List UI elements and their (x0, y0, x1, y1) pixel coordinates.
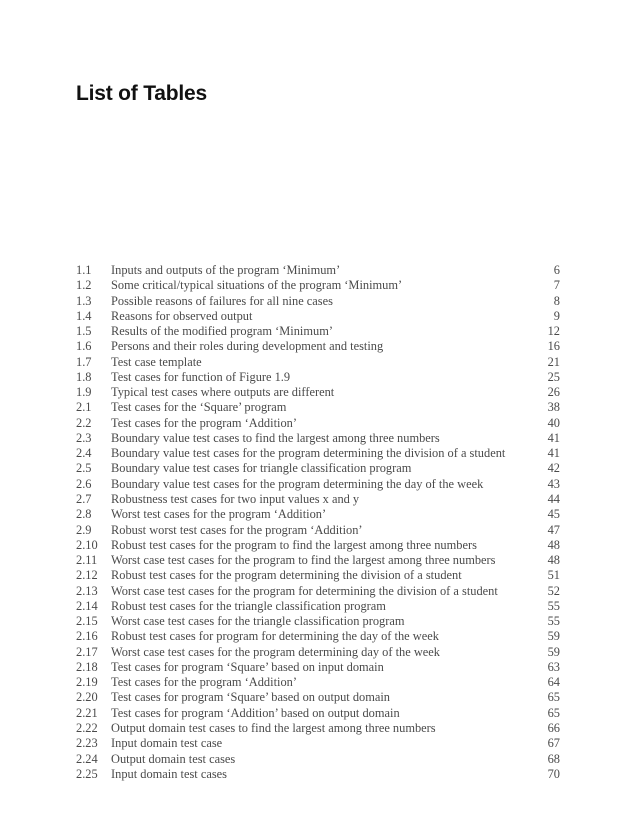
page-number: 70 (547, 766, 560, 781)
table-title: Input domain test case (111, 736, 223, 751)
page-title: List of Tables (76, 82, 207, 105)
table-number: 2.22 (76, 720, 98, 735)
table-number: 2.25 (76, 766, 98, 781)
table-number: 2.20 (76, 690, 98, 705)
page-number: 55 (547, 614, 560, 629)
table-title: Test cases for the ‘Square’ program (111, 400, 287, 415)
table-number: 2.6 (76, 476, 92, 491)
table-title: Possible reasons of failures for all nine cases (111, 293, 333, 308)
table-title: Worst case test cases for the program to find the largest among three numbers (111, 553, 496, 568)
list-item[interactable] (76, 645, 560, 660)
table-title: Typical test cases where outputs are different (111, 385, 335, 400)
table-title: Boundary value test cases for the program determining the day of the week (111, 476, 484, 491)
table-title: Test case template (111, 354, 202, 369)
page-number: 40 (547, 415, 560, 430)
table-number: 1.9 (76, 385, 92, 400)
list-item[interactable] (76, 477, 560, 492)
page-number: 6 (553, 263, 560, 277)
list-item[interactable] (76, 629, 560, 644)
table-title: Worst case test cases for the triangle classification program (111, 614, 405, 629)
page-number: 59 (547, 629, 560, 644)
list-item[interactable] (76, 400, 560, 415)
table-number: 2.17 (76, 644, 98, 659)
list-item[interactable] (76, 752, 560, 767)
list-item[interactable] (76, 492, 560, 507)
table-number: 1.6 (76, 339, 92, 354)
page-number: 48 (547, 537, 560, 552)
table-number: 2.15 (76, 614, 98, 629)
table-number: 1.3 (76, 293, 92, 308)
table-title: Test cases for program ‘Square’ based on output domain (111, 690, 390, 705)
list-item[interactable] (76, 675, 560, 690)
table-title: Test cases for program ‘Square’ based on input domain (111, 659, 384, 674)
list-item[interactable] (76, 278, 560, 293)
table-title: Worst case test cases for the program determining day of the week (111, 644, 440, 659)
table-title: Input domain test cases (111, 766, 227, 781)
list-item[interactable] (76, 553, 560, 568)
page-number: 66 (547, 720, 560, 735)
table-number: 2.7 (76, 491, 92, 506)
table-title: Robust test cases for the program to find the largest among three numbers (111, 537, 477, 552)
table-number: 2.5 (76, 461, 92, 476)
table-number: 1.8 (76, 369, 92, 384)
page-number: 52 (547, 583, 560, 598)
list-item[interactable] (76, 584, 560, 599)
table-number: 2.13 (76, 583, 98, 598)
list-item[interactable] (76, 736, 560, 751)
table-number: 2.2 (76, 415, 92, 430)
page-number: 65 (547, 690, 560, 705)
page-number: 55 (547, 598, 560, 613)
table-number: 1.2 (76, 278, 92, 293)
table-title: Robust test cases for the triangle classification program (111, 598, 386, 613)
table-number: 2.4 (76, 446, 92, 461)
table-title: Worst case test cases for the program for determining the division of a student (111, 583, 498, 598)
list-item[interactable] (76, 599, 560, 614)
page-number: 25 (547, 369, 560, 384)
page-number: 7 (553, 278, 560, 293)
table-title: Robust worst test cases for the program ‘Addition’ (111, 522, 363, 537)
page-number: 65 (547, 705, 560, 720)
list-item[interactable] (76, 416, 560, 431)
page-number: 21 (547, 354, 560, 369)
page-number: 47 (547, 522, 560, 537)
page-number: 42 (547, 461, 560, 476)
table-title: Output domain test cases (111, 751, 236, 766)
page-number: 67 (547, 736, 560, 751)
list-item[interactable] (76, 767, 560, 782)
page-number: 43 (547, 476, 560, 491)
table-number: 2.18 (76, 659, 98, 674)
table-title: Test cases for the program ‘Addition’ (111, 675, 297, 690)
table-title: Inputs and outputs of the program ‘Minimum’ (111, 263, 341, 277)
table-number: 2.23 (76, 736, 98, 751)
table-number: 1.7 (76, 354, 92, 369)
table-number: 2.12 (76, 568, 98, 583)
table-number: 2.16 (76, 629, 98, 644)
page-number: 12 (547, 324, 560, 339)
table-number: 1.5 (76, 324, 92, 339)
list-item[interactable] (76, 660, 560, 675)
table-number: 2.21 (76, 705, 98, 720)
list-item[interactable] (76, 446, 560, 461)
page-number: 51 (547, 568, 560, 583)
table-title: Test cases for the program ‘Addition’ (111, 415, 297, 430)
table-number: 2.19 (76, 675, 98, 690)
list-item[interactable] (76, 339, 560, 354)
list-item[interactable] (76, 385, 560, 400)
list-item[interactable] (76, 690, 560, 705)
list-item[interactable] (76, 294, 560, 309)
list-item[interactable] (76, 370, 560, 385)
page-number: 16 (547, 339, 560, 354)
table-title: Boundary value test cases for the program determining the division of a student (111, 446, 506, 461)
page-number: 44 (547, 491, 560, 506)
table-title: Robustness test cases for two input values x and y (111, 491, 360, 506)
table-number: 1.1 (76, 263, 92, 277)
page-number: 64 (547, 675, 560, 690)
list-item[interactable] (76, 538, 560, 553)
list-item[interactable] (76, 721, 560, 736)
table-title: Boundary value test cases to find the largest among three numbers (111, 430, 440, 445)
table-title: Persons and their roles during development and testing (111, 339, 384, 354)
list-item[interactable] (76, 507, 560, 522)
list-item[interactable] (76, 614, 560, 629)
table-title: Some critical/typical situations of the program ‘Minimum’ (111, 278, 403, 293)
table-number: 2.3 (76, 430, 92, 445)
page-number: 45 (547, 507, 560, 522)
page-number: 9 (553, 308, 560, 323)
table-title: Robust test cases for program for determining the day of the week (111, 629, 439, 644)
table-title: Reasons for observed output (111, 308, 253, 323)
list-item[interactable] (76, 263, 560, 278)
table-title: Output domain test cases to find the largest among three numbers (111, 720, 436, 735)
table-title: Results of the modified program ‘Minimum’ (111, 324, 333, 339)
table-title: Test cases for program ‘Addition’ based on output domain (111, 705, 400, 720)
list-item[interactable] (76, 355, 560, 370)
page-number: 41 (547, 430, 560, 445)
list-item[interactable] (76, 706, 560, 721)
page-number: 41 (547, 446, 560, 461)
page-number: 63 (547, 659, 560, 674)
table-title: Test cases for function of Figure 1.9 (111, 369, 291, 384)
page-number: 38 (547, 400, 560, 415)
list-item[interactable] (76, 324, 560, 339)
table-number: 2.14 (76, 598, 98, 613)
table-number: 2.11 (76, 553, 98, 568)
table-number: 2.9 (76, 522, 92, 537)
table-title: Robust test cases for the program determining the division of a student (111, 568, 462, 583)
page-number: 59 (547, 644, 560, 659)
list-item[interactable] (76, 431, 560, 446)
table-number: 2.8 (76, 507, 92, 522)
table-number: 2.1 (76, 400, 92, 415)
table-list (76, 263, 560, 782)
table-number: 2.10 (76, 537, 98, 552)
page-number: 48 (547, 553, 560, 568)
table-title: Boundary value test cases for triangle classification program (111, 461, 412, 476)
list-item[interactable] (76, 461, 560, 476)
list-item[interactable] (76, 523, 560, 538)
page-number: 26 (547, 385, 560, 400)
table-number: 1.4 (76, 308, 92, 323)
list-item[interactable] (76, 568, 560, 583)
page-number: 68 (547, 751, 560, 766)
list-item[interactable] (76, 309, 560, 324)
page-number: 8 (553, 293, 560, 308)
table-number: 2.24 (76, 751, 98, 766)
table-title: Worst test cases for the program ‘Addition’ (111, 507, 327, 522)
